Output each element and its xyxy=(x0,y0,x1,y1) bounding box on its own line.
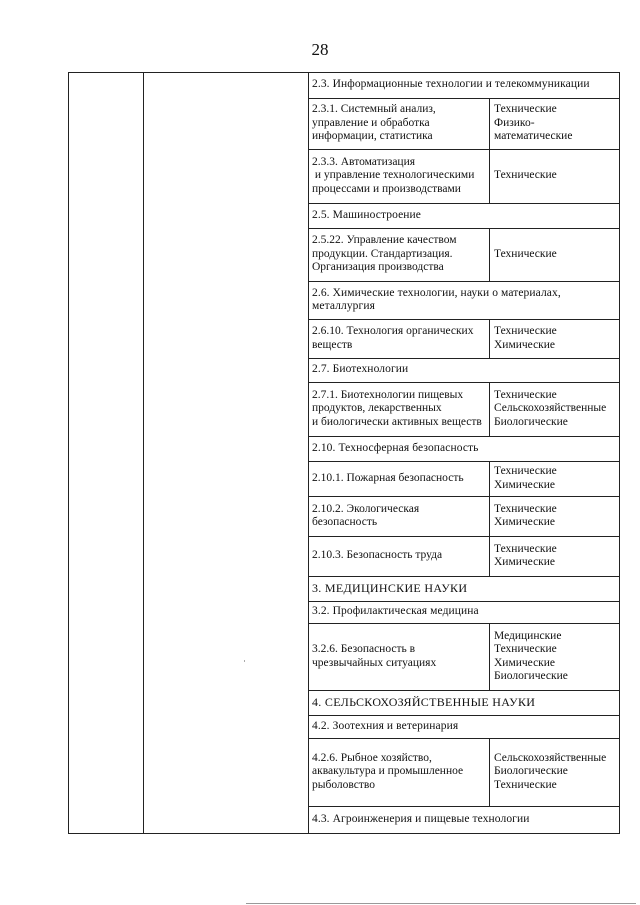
science-branches-line: Технические xyxy=(494,247,557,260)
scan-speck xyxy=(244,660,245,662)
cell-divider xyxy=(489,149,490,203)
science-branches-line: Биологические xyxy=(494,415,568,428)
cell-divider xyxy=(489,496,490,536)
science-branches-line: Химические xyxy=(494,516,556,528)
science-branches-line: Технические xyxy=(494,169,557,182)
science-branches-line: Технические xyxy=(494,465,557,478)
science-branches-line: Технические xyxy=(494,778,557,791)
science-branches xyxy=(494,738,618,806)
section-header xyxy=(312,281,618,319)
science-branches-line: Технические xyxy=(494,502,557,515)
specialty-name-line: аквакультура и промышленное xyxy=(312,765,464,778)
specialty-name-line: информации, статистика xyxy=(312,130,433,143)
cell-divider xyxy=(489,536,490,576)
section-header: 4. СЕЛЬСКОХОЗЯЙСТВЕННЫЕ НАУКИ xyxy=(312,694,536,709)
specialty-name-line: 2.7.1. Биотехнологии пищевых xyxy=(312,388,464,401)
specialty-name-line: продукции. Стандартизация. xyxy=(312,247,453,260)
specialty-name-line: 2.10.2. Экологическая xyxy=(312,502,420,515)
science-branches xyxy=(494,228,618,281)
section-header: 3.2. Профилактическая медицина xyxy=(312,605,479,618)
specialty-name-line: 3.2.6. Безопасность в xyxy=(312,643,416,656)
specialty-name-line: чрезвычайных ситуациях xyxy=(312,656,437,669)
specialty-name xyxy=(312,149,487,203)
science-branches-line: Технические xyxy=(494,643,557,656)
page-number: 28 xyxy=(311,40,329,59)
specialty-name xyxy=(312,623,487,690)
specialty-name-line: 2.3.1. Системный анализ, xyxy=(312,103,436,116)
science-branches xyxy=(494,623,618,690)
section-header: 2.5. Машиностроение xyxy=(312,208,421,221)
specialty-name-line: 4.2.6. Рыбное хозяйство, xyxy=(312,751,432,764)
science-branches-line: Физико- xyxy=(494,116,535,129)
section-header: 4.2. Зоотехния и ветеринария xyxy=(312,719,459,732)
cell-divider xyxy=(489,228,490,281)
cell-divider xyxy=(489,382,490,436)
specialty-name-line: 2.5.22. Управление качеством xyxy=(312,234,457,247)
specialty-name xyxy=(312,496,487,536)
science-branches-line: Технические xyxy=(494,325,557,338)
science-branches-line: Сельскохозяйственные xyxy=(494,751,607,764)
specialty-name-line: и биологически активных веществ xyxy=(312,415,482,428)
science-branches-line: Химические xyxy=(494,556,556,568)
specialty-name-line: Организация производства xyxy=(312,261,444,274)
column-divider-1 xyxy=(143,72,144,834)
section-header: 4.3. Агроинженерия и пищевые технологии xyxy=(312,813,530,826)
cell-divider xyxy=(489,623,490,690)
cell-divider xyxy=(489,738,490,806)
specialty-name-line: и управление технологическими xyxy=(312,169,475,182)
science-branches xyxy=(494,98,618,149)
specialty-name-line: 2.10.3. Безопасность труда xyxy=(312,549,443,562)
specialty-name-line: 2.10.1. Пожарная безопасность xyxy=(312,471,464,484)
specialty-name xyxy=(312,461,487,496)
science-branches-line: Химические xyxy=(494,656,556,669)
specialty-name-line: 2.3.3. Автоматизация xyxy=(312,155,416,168)
science-branches-line: Технические xyxy=(494,542,557,555)
specialty-name-line: продуктов, лекарственных xyxy=(312,402,442,415)
science-branches xyxy=(494,319,618,358)
science-branches xyxy=(494,536,618,576)
science-branches-line: Химические xyxy=(494,478,556,491)
specialty-name xyxy=(312,319,487,358)
science-branches-line: Технические xyxy=(494,103,557,116)
section-header: 2.3. Информационные технологии и телекоммуникации xyxy=(312,78,590,91)
science-branches xyxy=(494,382,618,436)
section-header-line: металлургия xyxy=(312,300,375,312)
specialty-name xyxy=(312,382,487,436)
specialty-name-line: управление и обработка xyxy=(312,116,430,129)
specialty-name-line: 2.6.10. Технология органических xyxy=(312,325,474,338)
section-header-line: 2.6. Химические технологии, науки о материалах, xyxy=(312,286,561,299)
specialty-name xyxy=(312,738,487,806)
specialty-name-line: процессами и производствами xyxy=(312,182,461,195)
column-divider-2 xyxy=(308,72,309,834)
specialty-name xyxy=(312,228,487,281)
specialty-name xyxy=(312,536,487,576)
cell-divider xyxy=(489,98,490,149)
science-branches-line: математические xyxy=(494,130,573,143)
section-header: 2.7. Биотехнологии xyxy=(312,363,409,376)
science-branches xyxy=(494,149,618,203)
section-header: 3. МЕДИЦИНСКИЕ НАУКИ xyxy=(312,580,468,595)
science-branches xyxy=(494,461,618,496)
specialty-name-line: безопасность xyxy=(312,516,378,528)
cell-divider xyxy=(489,461,490,496)
science-branches-line: Технические xyxy=(494,388,557,401)
specialty-name xyxy=(312,98,487,149)
science-branches-line: Биологические xyxy=(494,765,568,778)
science-branches-line: Сельскохозяйственные xyxy=(494,402,607,415)
section-header: 2.10. Техносферная безопасность xyxy=(312,441,479,454)
scan-edge-line xyxy=(246,903,636,904)
cell-divider xyxy=(489,319,490,358)
science-branches-line: Химические xyxy=(494,338,556,351)
science-branches xyxy=(494,496,618,536)
specialty-name-line: рыболовство xyxy=(312,778,376,791)
science-branches-line: Медицинские xyxy=(494,629,562,642)
specialty-name-line: веществ xyxy=(312,338,353,351)
science-branches-line: Биологические xyxy=(494,669,568,682)
